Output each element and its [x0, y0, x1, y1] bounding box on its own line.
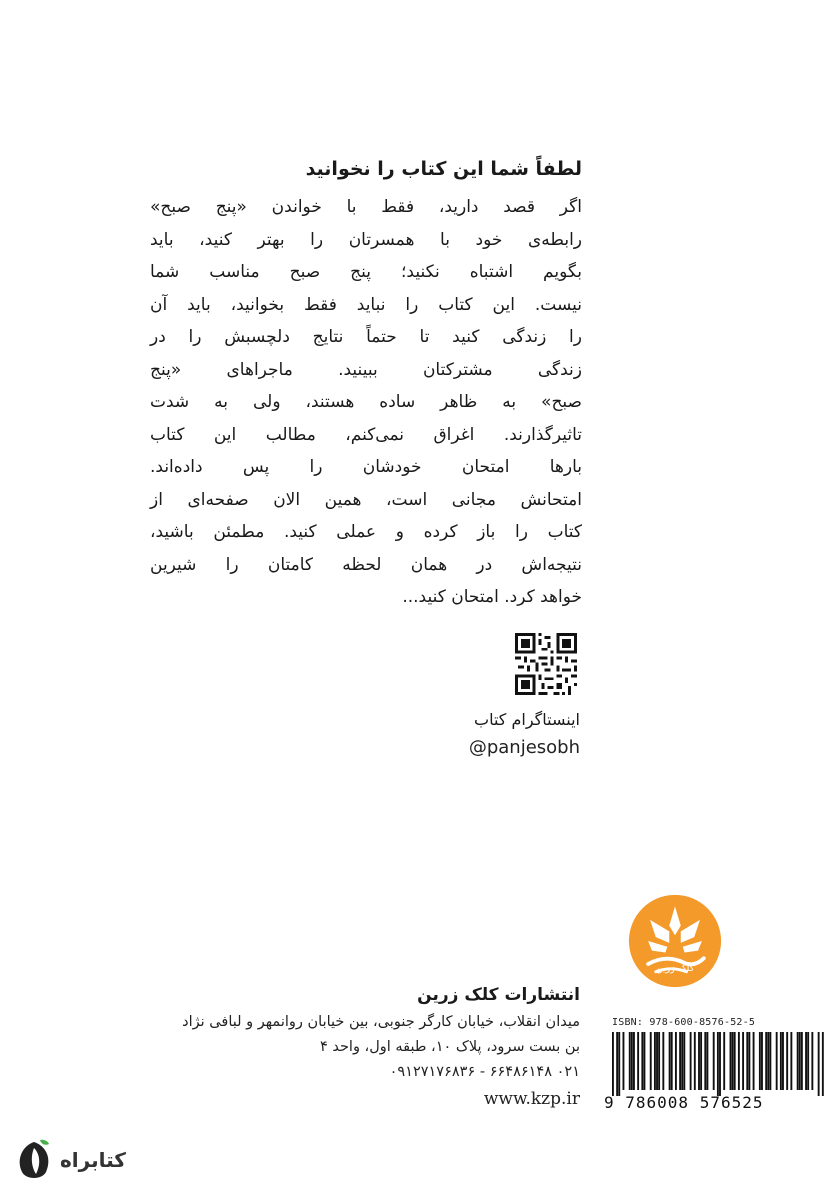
watermark-text: کتابراه	[60, 1148, 126, 1172]
address-line-2: بن بست سرود، پلاک ۱۰، طبقه اول، واحد ۴	[319, 1039, 580, 1055]
blurb-line: رابطه‌ی خود با همسرتان را بهتر کنید، باید	[150, 229, 582, 250]
publisher-logo	[627, 893, 723, 989]
blurb-line: امتحانش مجانی است، همین الان صفحه‌ای از	[150, 489, 582, 510]
barcode-number: 9 786008 576525	[604, 1093, 764, 1112]
address-line-1: میدان انقلاب، خیابان کارگر جنوبی، بین خیابان روانمهر و لبافی نژاد	[182, 1014, 580, 1030]
barcode	[612, 1032, 824, 1096]
isbn-text: ISBN: 978-600-8576-52-5	[612, 1017, 756, 1028]
phone-numbers: ۰۲۱ ۶۶۴۸۶۱۴۸ - ۰۹۱۲۷۱۷۶۸۳۶	[389, 1064, 580, 1080]
blurb-title: لطفاً شما این کتاب را نخوانید	[305, 158, 582, 180]
blurb-line: بگویم اشتباه نکنید؛ پنج صبح مناسب شما	[150, 262, 582, 282]
blurb-line: تاثیرگذارند. اغراق نمی‌کنم، مطالب این کتاب	[150, 424, 582, 445]
instagram-label: اینستاگرام کتاب	[474, 710, 580, 729]
instagram-handle[interactable]: @panjesobh	[468, 737, 580, 758]
instagram-qr-code[interactable]	[515, 633, 577, 695]
blurb-line: کتاب را باز کرده و عملی کنید. مطمئن باشید،	[150, 522, 582, 542]
website-link[interactable]: www.kzp.ir	[483, 1089, 580, 1109]
blurb-line: صبح» به ظاهر ساده هستند، ولی به شدت	[150, 392, 582, 412]
blurb-line: نتیجه‌اش در همان لحظه کامتان را شیرین	[150, 554, 582, 575]
ketabrah-watermark	[14, 1135, 130, 1185]
blurb	[150, 155, 582, 614]
blurb-line: بارها امتحان خودشان را پس داده‌اند.	[150, 457, 582, 477]
leaf-logo-icon	[14, 1138, 54, 1182]
blurb-line: اگر قصد دارید، فقط با خواندن «پنج صبح»	[150, 197, 582, 217]
blurb-line: زندگی مشترکتان ببینید. ماجراهای «پنج	[150, 359, 582, 380]
publisher-name: انتشارات کلک زرین	[417, 985, 580, 1005]
blurb-line: را زندگی کنید تا حتماً نتایج دلچسبش را در	[150, 327, 582, 347]
blurb-line: نیست. این کتاب را نباید فقط بخوانید، باید آن	[150, 294, 582, 315]
publisher-logo-text: کلک زرین	[655, 962, 695, 974]
blurb-line: خواهد کرد. امتحان کنید...	[402, 587, 582, 607]
